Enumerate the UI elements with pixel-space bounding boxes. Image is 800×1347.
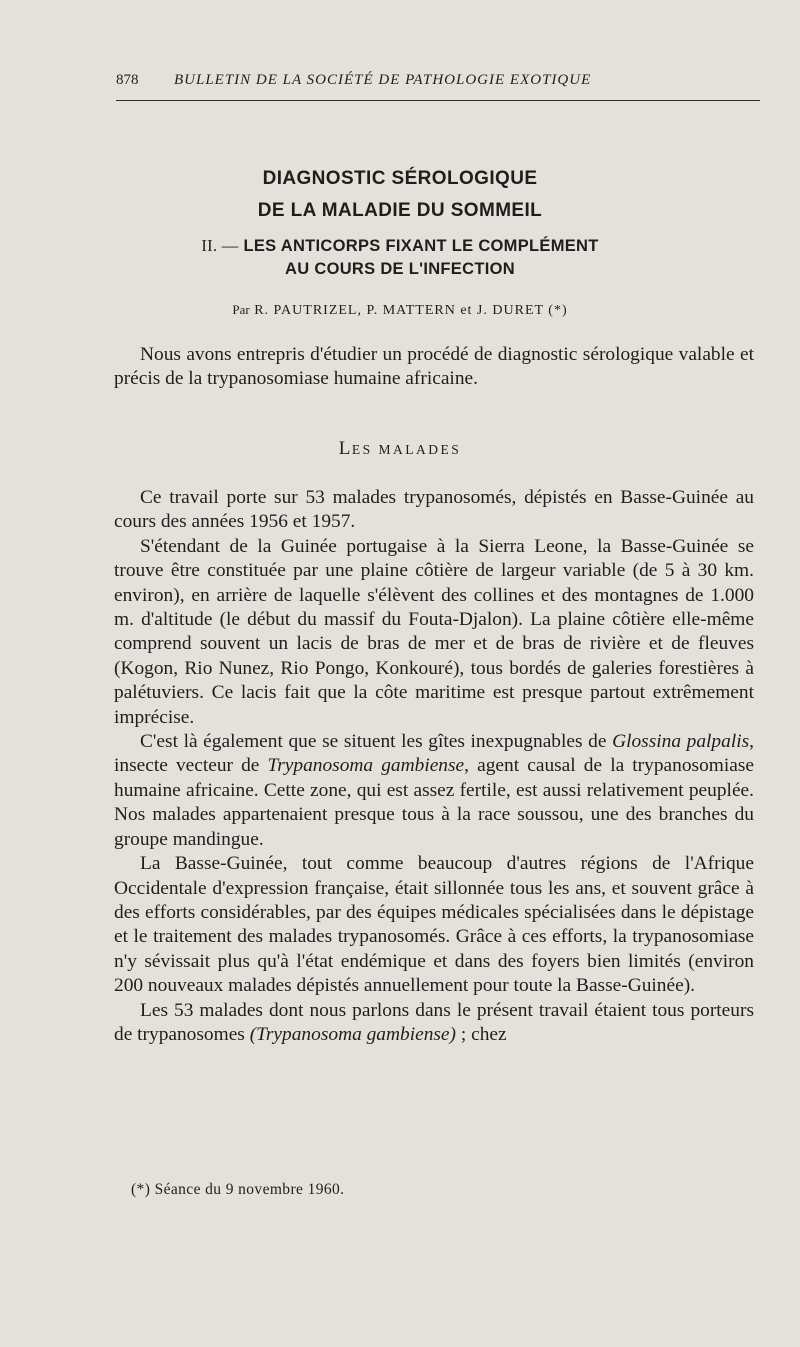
intro-paragraph (114, 343, 754, 392)
footnote-mark: (*) (131, 1181, 151, 1198)
body-text (114, 486, 754, 1047)
section-heading (0, 438, 800, 460)
authors-line (0, 302, 800, 319)
footnote (131, 1181, 344, 1199)
paragraph-5-text-a: Les 53 malades dont nous parlons dans le présent travail étaient tous porteurs de trypanosomes (114, 999, 754, 1045)
paragraph-1: Ce travail porte sur 53 malades trypanosomés, dépistés en Basse-Guinée au cours des années 1956 et 1957. (114, 487, 754, 533)
paragraph-5-text-b: ; chez (456, 1023, 507, 1045)
section-heading-rest: ES MALADES (351, 442, 462, 457)
running-head (116, 72, 756, 98)
article-title-line-1: DIAGNOSTIC SÉROLOGIQUE (262, 168, 538, 189)
species-glossina: Glossina palpalis (612, 731, 750, 753)
paragraph-3-text-b: , insecte vecteur de (114, 731, 754, 777)
intro-text: Nous avons entrepris d'étudier un procédé de diagnostic sérologique valable et précis de la trypanosomiase humaine africaine. (114, 344, 754, 390)
paragraph-5 (114, 999, 754, 1048)
authors-names: R. PAUTRIZEL, P. MATTERN et J. DURET (254, 303, 544, 318)
species-trypanosoma: Trypanosoma gambiense (267, 755, 465, 777)
authors-footnote-mark: (*) (548, 303, 568, 318)
footnote-text: Séance du 9 novembre 1960. (154, 1181, 345, 1198)
subtitle-text-1: LES ANTICORPS FIXANT LE COMPLÉMENT (243, 237, 599, 255)
article-subtitle-line-1 (0, 236, 800, 256)
page-number: 878 (116, 72, 139, 88)
section-heading-initial: L (338, 438, 352, 459)
authors-prefix: Par (232, 302, 250, 317)
paragraph-3-text-a: C'est là également que se situent les gîtes inexpugnables de (140, 731, 613, 753)
header-rule (116, 100, 760, 101)
paragraph-4: La Basse-Guinée, tout comme beaucoup d'autres régions de l'Afrique Occidentale d'expression française, était sillonnée tous les ans, et souvent grâce à des efforts considérables, par des équipes médicales spécialisées dans le dépistage et le traitement des malades trypanosomés. Grâce à ces efforts, la trypanosomiase n'y sévissait plus qu'à l'état endémique et dans des foyers bien limités (environ 200 nouveaux malades dépistés annuellement pour toute la Basse-Guinée). (114, 853, 754, 997)
subtitle-numeral: II. — (201, 236, 239, 255)
paragraph-3-text-c: , agent causal de la trypanosomiase humaine africaine. Cette zone, qui est assez fertile, est aussi relativement peuplée. Nos malades appartenaient presque tous à la race soussou, une des branches du groupe mandingue. (114, 755, 754, 850)
article-subtitle-line-2: AU COURS DE L'INFECTION (285, 260, 515, 278)
journal-title: BULLETIN DE LA SOCIÉTÉ DE PATHOLOGIE EXOTIQUE (174, 72, 592, 88)
species-trypanosoma-paren: (Trypanosoma gambiense) (249, 1023, 456, 1045)
paragraph-3 (114, 730, 754, 852)
paragraph-2: S'étendant de la Guinée portugaise à la Sierra Leone, la Basse-Guinée se trouve être constituée par une plaine côtière de largeur variable (de 5 à 30 km. environ), en arrière de laquelle s'élèvent des collines et des montagnes de 1.000 m. d'altitude (le début du massif du Fouta-Djalon). La plaine côtière elle-même comprend souvent un lacis de bras de mer et de bras de rivière et de fleuves (Kogon, Rio Nunez, Rio Pongo, Konkouré), tous bordés de galeries forestières à palétuviers. Ce lacis fait que la côte maritime est presque partout extrêmement imprécise. (114, 535, 754, 728)
article-title-line-2: DE LA MALADIE DU SOMMEIL (257, 200, 543, 221)
